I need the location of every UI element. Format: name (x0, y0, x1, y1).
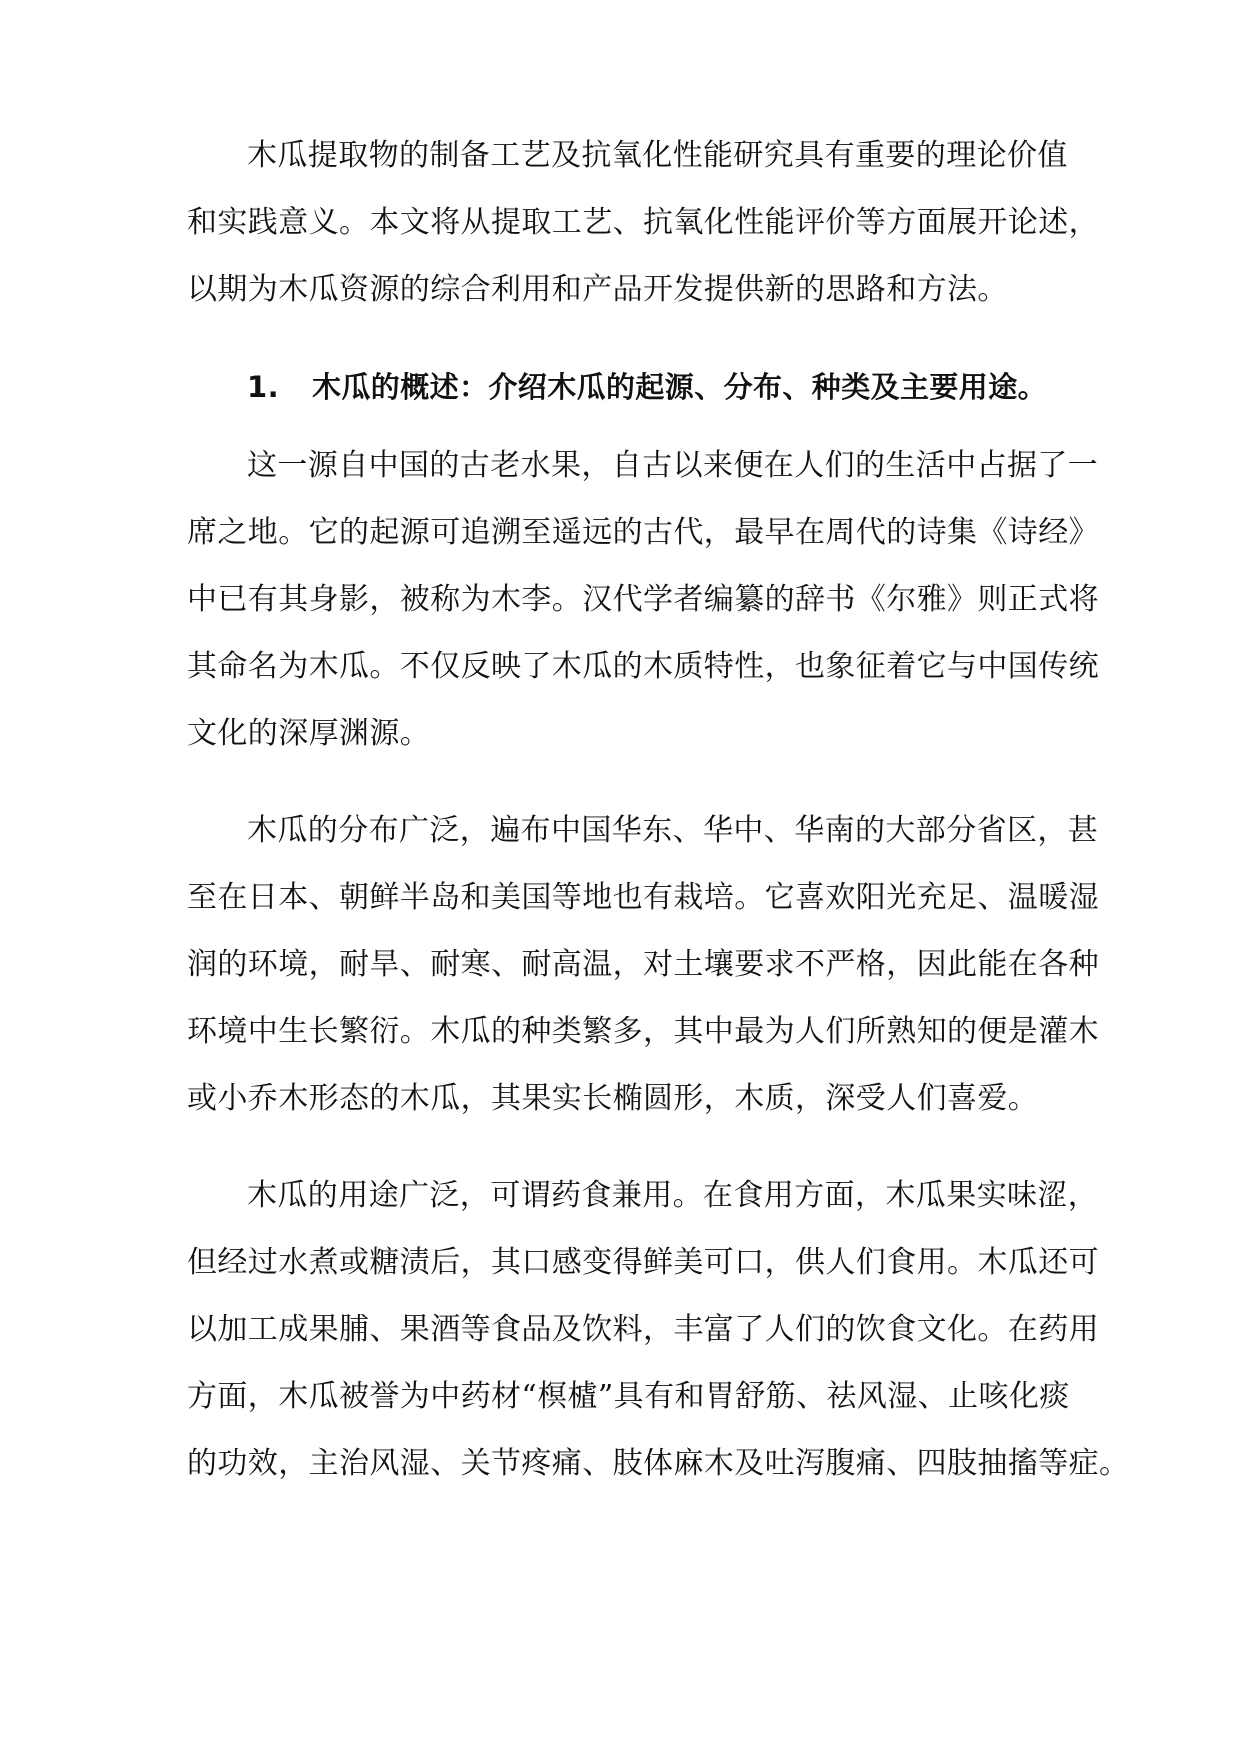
text-line: 以加工成果脯、果酒等食品及饮料，丰富了人们的饮食文化。在药用 (187, 1312, 1099, 1347)
text-line: 以期为木瓜资源的综合利用和产品开发提供新的思路和方法。 (187, 272, 1008, 307)
text-line: 其命名为木瓜。不仅反映了木瓜的木质特性，也象征着它与中国传统 (187, 649, 1099, 684)
text-line: 至在日本、朝鲜半岛和美国等地也有栽培。它喜欢阳光充足、温暖湿 (187, 880, 1099, 915)
text-line: 环境中生长繁衍。木瓜的种类繁多，其中最为人们所熟知的便是灌木 (187, 1014, 1099, 1049)
text-line: 润的环境，耐旱、耐寒、耐高温，对土壤要求不严格，因此能在各种 (187, 947, 1099, 982)
text-line: 席之地。它的起源可追溯至遥远的古代，最早在周代的诗集《诗经》 (187, 515, 1099, 550)
section-heading (247, 367, 1047, 407)
text-line: 木瓜提取物的制备工艺及抗氧化性能研究具有重要的理论价值 (247, 138, 1068, 173)
text-line: 或小乔木形态的木瓜，其果实长椭圆形，木质，深受人们喜爱。 (187, 1081, 1039, 1116)
section-number: 1. (247, 370, 279, 404)
text-line: 中已有其身影，被称为木李。汉代学者编纂的辞书《尔雅》则正式将 (187, 582, 1099, 617)
text-line: 木瓜的用途广泛，可谓药食兼用。在食用方面，木瓜果实味涩， (247, 1178, 1099, 1213)
text-line: 木瓜的分布广泛，遍布中国华东、华中、华南的大部分省区，甚 (247, 813, 1099, 848)
text-line: 和实践意义。本文将从提取工艺、抗氧化性能评价等方面展开论述， (187, 205, 1099, 240)
text-line: 的功效，主治风湿、关节疼痛、肢体麻木及吐泻腹痛、四肢抽搐等症。 (187, 1446, 1130, 1481)
section-title: 木瓜的概述：介绍木瓜的起源、分布、种类及主要用途。 (312, 370, 1048, 404)
text-line: 文化的深厚渊源。 (187, 716, 431, 751)
text-line: 但经过水煮或糖渍后，其口感变得鲜美可口，供人们食用。木瓜还可 (187, 1245, 1099, 1280)
text-line: 这一源自中国的古老水果，自古以来便在人们的生活中占据了一 (247, 448, 1099, 483)
text-line: 方面，木瓜被誉为中药材“榠樝”具有和胃舒筋、祛风湿、止咳化痰 (187, 1379, 1070, 1414)
